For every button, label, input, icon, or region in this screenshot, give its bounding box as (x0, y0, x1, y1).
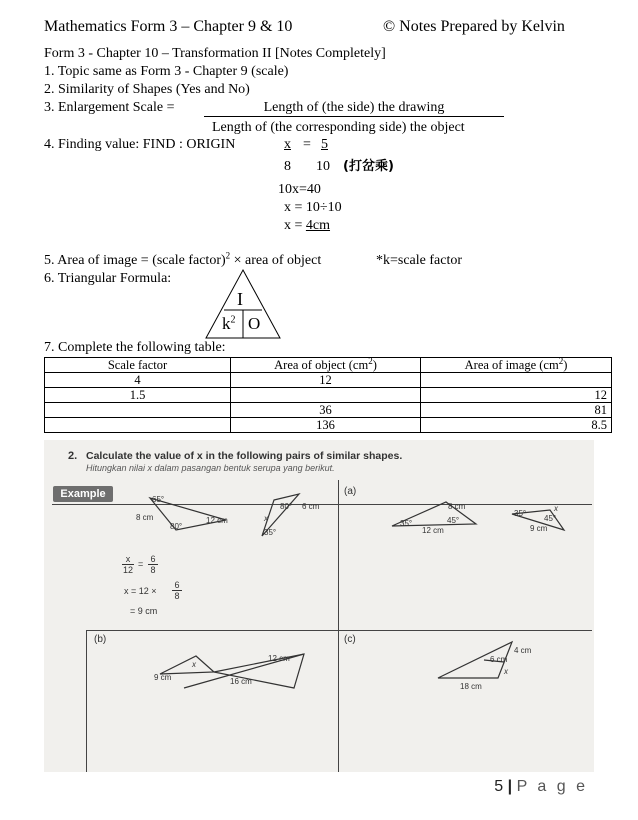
a-t2-angle-2: 45° (544, 514, 557, 523)
question-text-malay: Hitungkan nilai x dalam pasangan bentuk serupa yang berikut. (86, 463, 335, 473)
work2-num: 6 (172, 580, 182, 591)
finding-step-1: 10x=40 (278, 182, 321, 197)
notes-item-7: 7. Complete the following table: (44, 340, 226, 355)
a-t1-side: 8 cm (448, 502, 466, 511)
table-cell: 36 (231, 403, 421, 418)
table-cell: 81 (421, 403, 612, 418)
c-x: x (504, 667, 508, 676)
part-c-triangle (434, 638, 524, 688)
b-x: x (192, 660, 196, 669)
example-t1-side-left: 8 cm (136, 513, 154, 522)
work1-num: x (122, 554, 134, 565)
header-author: © Notes Prepared by Kelvin (383, 18, 565, 35)
grid-line-middle (86, 630, 592, 631)
notes-item-6: 6. Triangular Formula: (44, 271, 172, 286)
notes-title: Form 3 - Chapter 10 – Transformation II [Notes Completely] (44, 46, 386, 61)
a-t2-angle-1: 35° (514, 509, 527, 518)
part-a-triangles (384, 496, 594, 546)
part-b-label: (b) (94, 634, 107, 645)
work1-rden: 8 (150, 565, 156, 575)
work3: = 9 cm (130, 606, 158, 616)
table-header-object: Area of object $(cm^2)$ (231, 358, 421, 373)
page-footer (494, 778, 588, 796)
example-t2-side: 6 cm (302, 502, 320, 511)
table-cell (45, 418, 231, 433)
table-cell (421, 373, 612, 388)
part-b-triangles (154, 650, 324, 700)
finding-five: 5 (321, 137, 328, 152)
example-t1-side-right: 12 cm (206, 516, 228, 525)
table-header-scale: Scale factor (45, 358, 231, 373)
scale-denominator: Length of (the corresponding side) the object (212, 120, 465, 135)
finding-answer: 4cm (305, 218, 331, 233)
c-mid: 6 cm (490, 655, 508, 664)
triangle-k-superscript: 2 (230, 314, 236, 326)
page-word: P a g e (516, 778, 588, 795)
page-number: 5 (494, 778, 504, 795)
triangle-object: O (248, 314, 261, 333)
b-left: 9 cm (154, 673, 172, 682)
finding-ten: 10 (316, 159, 330, 174)
a-t2-bottom: 9 cm (530, 524, 548, 533)
finding-step-2: x = 10÷10 (284, 200, 342, 215)
scanned-exercise (44, 440, 594, 772)
finding-x: x (284, 137, 291, 152)
table-cell (45, 403, 231, 418)
header-title: Mathematics Form 3 – Chapter 9 & 10 (44, 18, 293, 35)
c-right: 4 cm (514, 646, 532, 655)
example-t1-angle: 80° (170, 522, 183, 531)
table-header-image: Area of image $(cm^2)$ (421, 358, 612, 373)
work1-den: 12 (122, 565, 133, 575)
k-note: *k=scale factor (376, 253, 463, 268)
table-row (45, 403, 612, 418)
b-top: 12 cm (268, 654, 290, 663)
table-cell: 12 (231, 373, 421, 388)
work2: x = 12 × (124, 586, 157, 596)
a-t2-x: x (554, 504, 558, 513)
b-bottom: 16 cm (230, 677, 252, 686)
table-cell (231, 388, 421, 403)
item-5-superscript: 2 (225, 250, 231, 261)
scale-numerator: Length of (the side) the drawing (204, 100, 504, 117)
notes-item-1: 1. Topic same as Form 3 - Chapter 9 (scale) (44, 64, 289, 79)
notes-item-4-label: 4. Finding value: FIND : ORIGIN (44, 137, 236, 152)
table-cell: 136 (231, 418, 421, 433)
example-t1-angle-top: 65° (152, 495, 165, 504)
a-t1-angle-1: 35° (400, 519, 413, 528)
example-t2-angle-top: 80° (280, 502, 293, 511)
question-text: Calculate the value of x in the following pairs of similar shapes. (86, 450, 403, 462)
table-row (45, 373, 612, 388)
finding-chinese-note: (打岔乘) (343, 159, 394, 174)
part-c-label: (c) (344, 634, 356, 645)
example-t2-x: x (264, 514, 268, 523)
finding-equals: = (303, 137, 311, 152)
table-row (45, 388, 612, 403)
table-row (45, 418, 612, 433)
part-a-label: (a) (344, 486, 357, 497)
notes-item-2: 2. Similarity of Shapes (Yes and No) (44, 82, 250, 97)
grid-line-vertical (338, 480, 339, 772)
scale-area-table (44, 357, 612, 433)
question-number: 2. (68, 450, 78, 462)
a-t1-angle-2: 45° (447, 516, 460, 525)
notes-item-5: 5. Area of image = (scale factor) (44, 253, 226, 268)
table-cell: 1.5 (45, 388, 231, 403)
grid-line-left (86, 630, 87, 772)
triangle-image: I (237, 289, 243, 309)
work1-rnum: 6 (148, 554, 158, 565)
finding-eight: 8 (284, 159, 291, 174)
c-bottom: 18 cm (460, 682, 482, 691)
table-cell: 12 (421, 388, 612, 403)
work2-den: 8 (174, 591, 180, 601)
table-header-row (45, 358, 612, 373)
finding-step-3: x = (284, 218, 306, 233)
notes-item-3-label: 3. Enlargement Scale = (44, 100, 175, 115)
table-cell: 8.5 (421, 418, 612, 433)
a-t1-bottom: 12 cm (422, 526, 444, 535)
triangle-k: k (222, 314, 231, 333)
notes-item-5-post: × area of object (230, 253, 322, 268)
example-t2-angle-bottom: 35° (264, 528, 277, 537)
table-cell: 4 (45, 373, 231, 388)
page-separator: | (507, 778, 513, 795)
example-label: Example (53, 486, 113, 502)
work1-eq: = (138, 559, 144, 569)
